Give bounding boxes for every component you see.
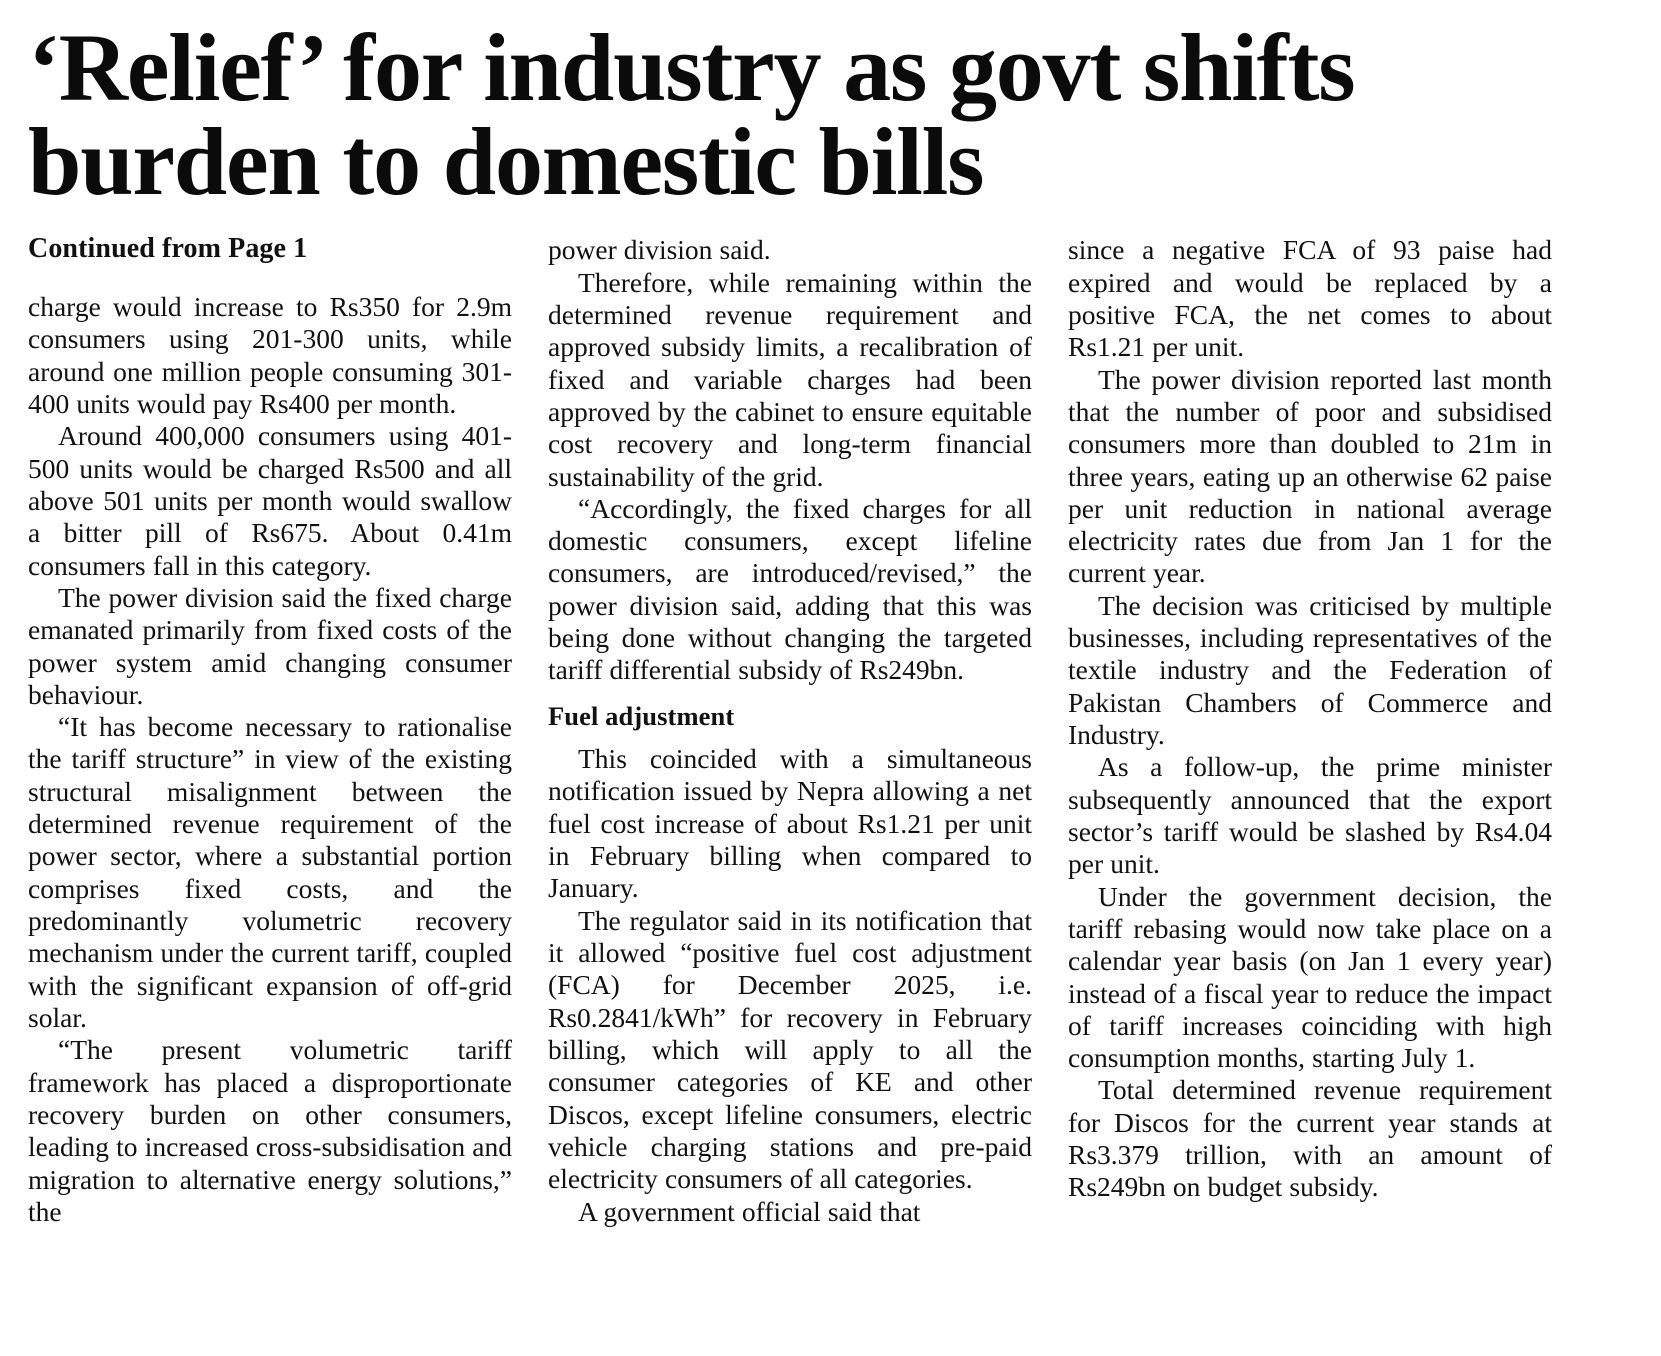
paragraph: power division said.: [548, 234, 771, 266]
continued-from-kicker: Continued from Page 1: [28, 233, 308, 265]
headline-line-1: ‘Relief’ for industry as govt shifts: [28, 14, 1355, 121]
paragraph: This coincided with a simultaneous notification issued by Nepra allowing a net fuel cost increase of about Rs1.21 per unit in February billing when compared to January.: [548, 743, 1032, 904]
subheading-fuel-adjustment: Fuel adjustment: [548, 700, 735, 731]
paragraph: Under the government decision, the tariff rebasing would now take place on a calendar year basis (on Jan 1 every year) instead of a fiscal year to reduce the impact of tariff increases coinciding with high consumption months, starting July 1.: [1068, 880, 1552, 1074]
article-column-3: [1068, 234, 1552, 1203]
paragraph: As a follow-up, the prime minister subsequently announced that the export sector’s tariff would be slashed by Rs4.04 per unit.: [1068, 751, 1552, 880]
article-body-columns: [28, 234, 1635, 1228]
paragraph: “The present volumetric tariff framework has placed a disproportionate recovery burden on other consumers, leading to increased cross-subsidisation and migration to alternative energy solutions,” the: [28, 1034, 512, 1227]
paragraph: The power division said the fixed charge emanated primarily from fixed costs of the power system amid changing consumer behaviour.: [28, 581, 512, 710]
paragraph: The power division reported last month that the number of poor and subsidised consumers more than doubled to 21m in three years, eating up an otherwise 62 paise per unit reduction in national average electricity rates due from Jan 1 for the current year.: [1068, 363, 1552, 589]
paragraph: charge would increase to Rs350 for 2.9m consumers using 201-300 units, while around one million people consuming 301-400 units would pay Rs400 per month.: [28, 291, 512, 420]
paragraph: since a negative FCA of 93 paise had expired and would be replaced by a positive FCA, the net comes to about Rs1.21 per unit.: [1068, 234, 1552, 363]
paragraph: Therefore, while remaining within the determined revenue requirement and approved subsidy limits, a recalibration of fixed and variable charges had been approved by the cabinet to ensure equitable cost recovery and long-term financial sustainability of the grid.: [548, 266, 1032, 492]
paragraph: “It has become necessary to rationalise the tariff structure” in view of the existing structural misalignment between the determined revenue requirement of the power sector, where a substantial portion comprises fixed costs, and the predominantly volumetric recovery mechanism under the current tariff, coupled with the significant expansion of off-grid solar.: [28, 711, 512, 1033]
headline-line-2: burden to domestic bills: [28, 108, 984, 216]
article-headline: [28, 14, 1498, 216]
paragraph: “Accordingly, the fixed charges for all domestic consumers, except lifeline consumers, are introduced/revised,” the power division said, adding that this was being done without changing the targeted tariff differential subsidy of Rs249bn.: [548, 492, 1032, 686]
paragraph: Around 400,000 consumers using 401-500 units would be charged Rs500 and all above 501 units per month would swallow a bitter pill of Rs675. About 0.41m consumers fall in this category.: [28, 420, 512, 581]
paragraph: The regulator said in its notification that it allowed “positive fuel cost adjustment (FCA) for December 2025, i.e. Rs0.2841/kWh” for recovery in February billing, which will apply to all the consumer categories of KE and other Discos, except lifeline consumers, electric vehicle charging stations and pre-paid electricity consumers of all categories.: [548, 904, 1032, 1195]
article-column-1: [28, 234, 512, 1228]
paragraph: Total determined revenue requirement for Discos for the current year stands at Rs3.379 trillion, with an amount of Rs249bn on budget subsidy.: [1068, 1074, 1552, 1203]
article-column-2: [548, 234, 1032, 1228]
paragraph: The decision was criticised by multiple businesses, including representatives of the textile industry and the Federation of Pakistan Chambers of Commerce and Industry.: [1068, 589, 1552, 750]
paragraph: A government official said that: [578, 1195, 921, 1227]
